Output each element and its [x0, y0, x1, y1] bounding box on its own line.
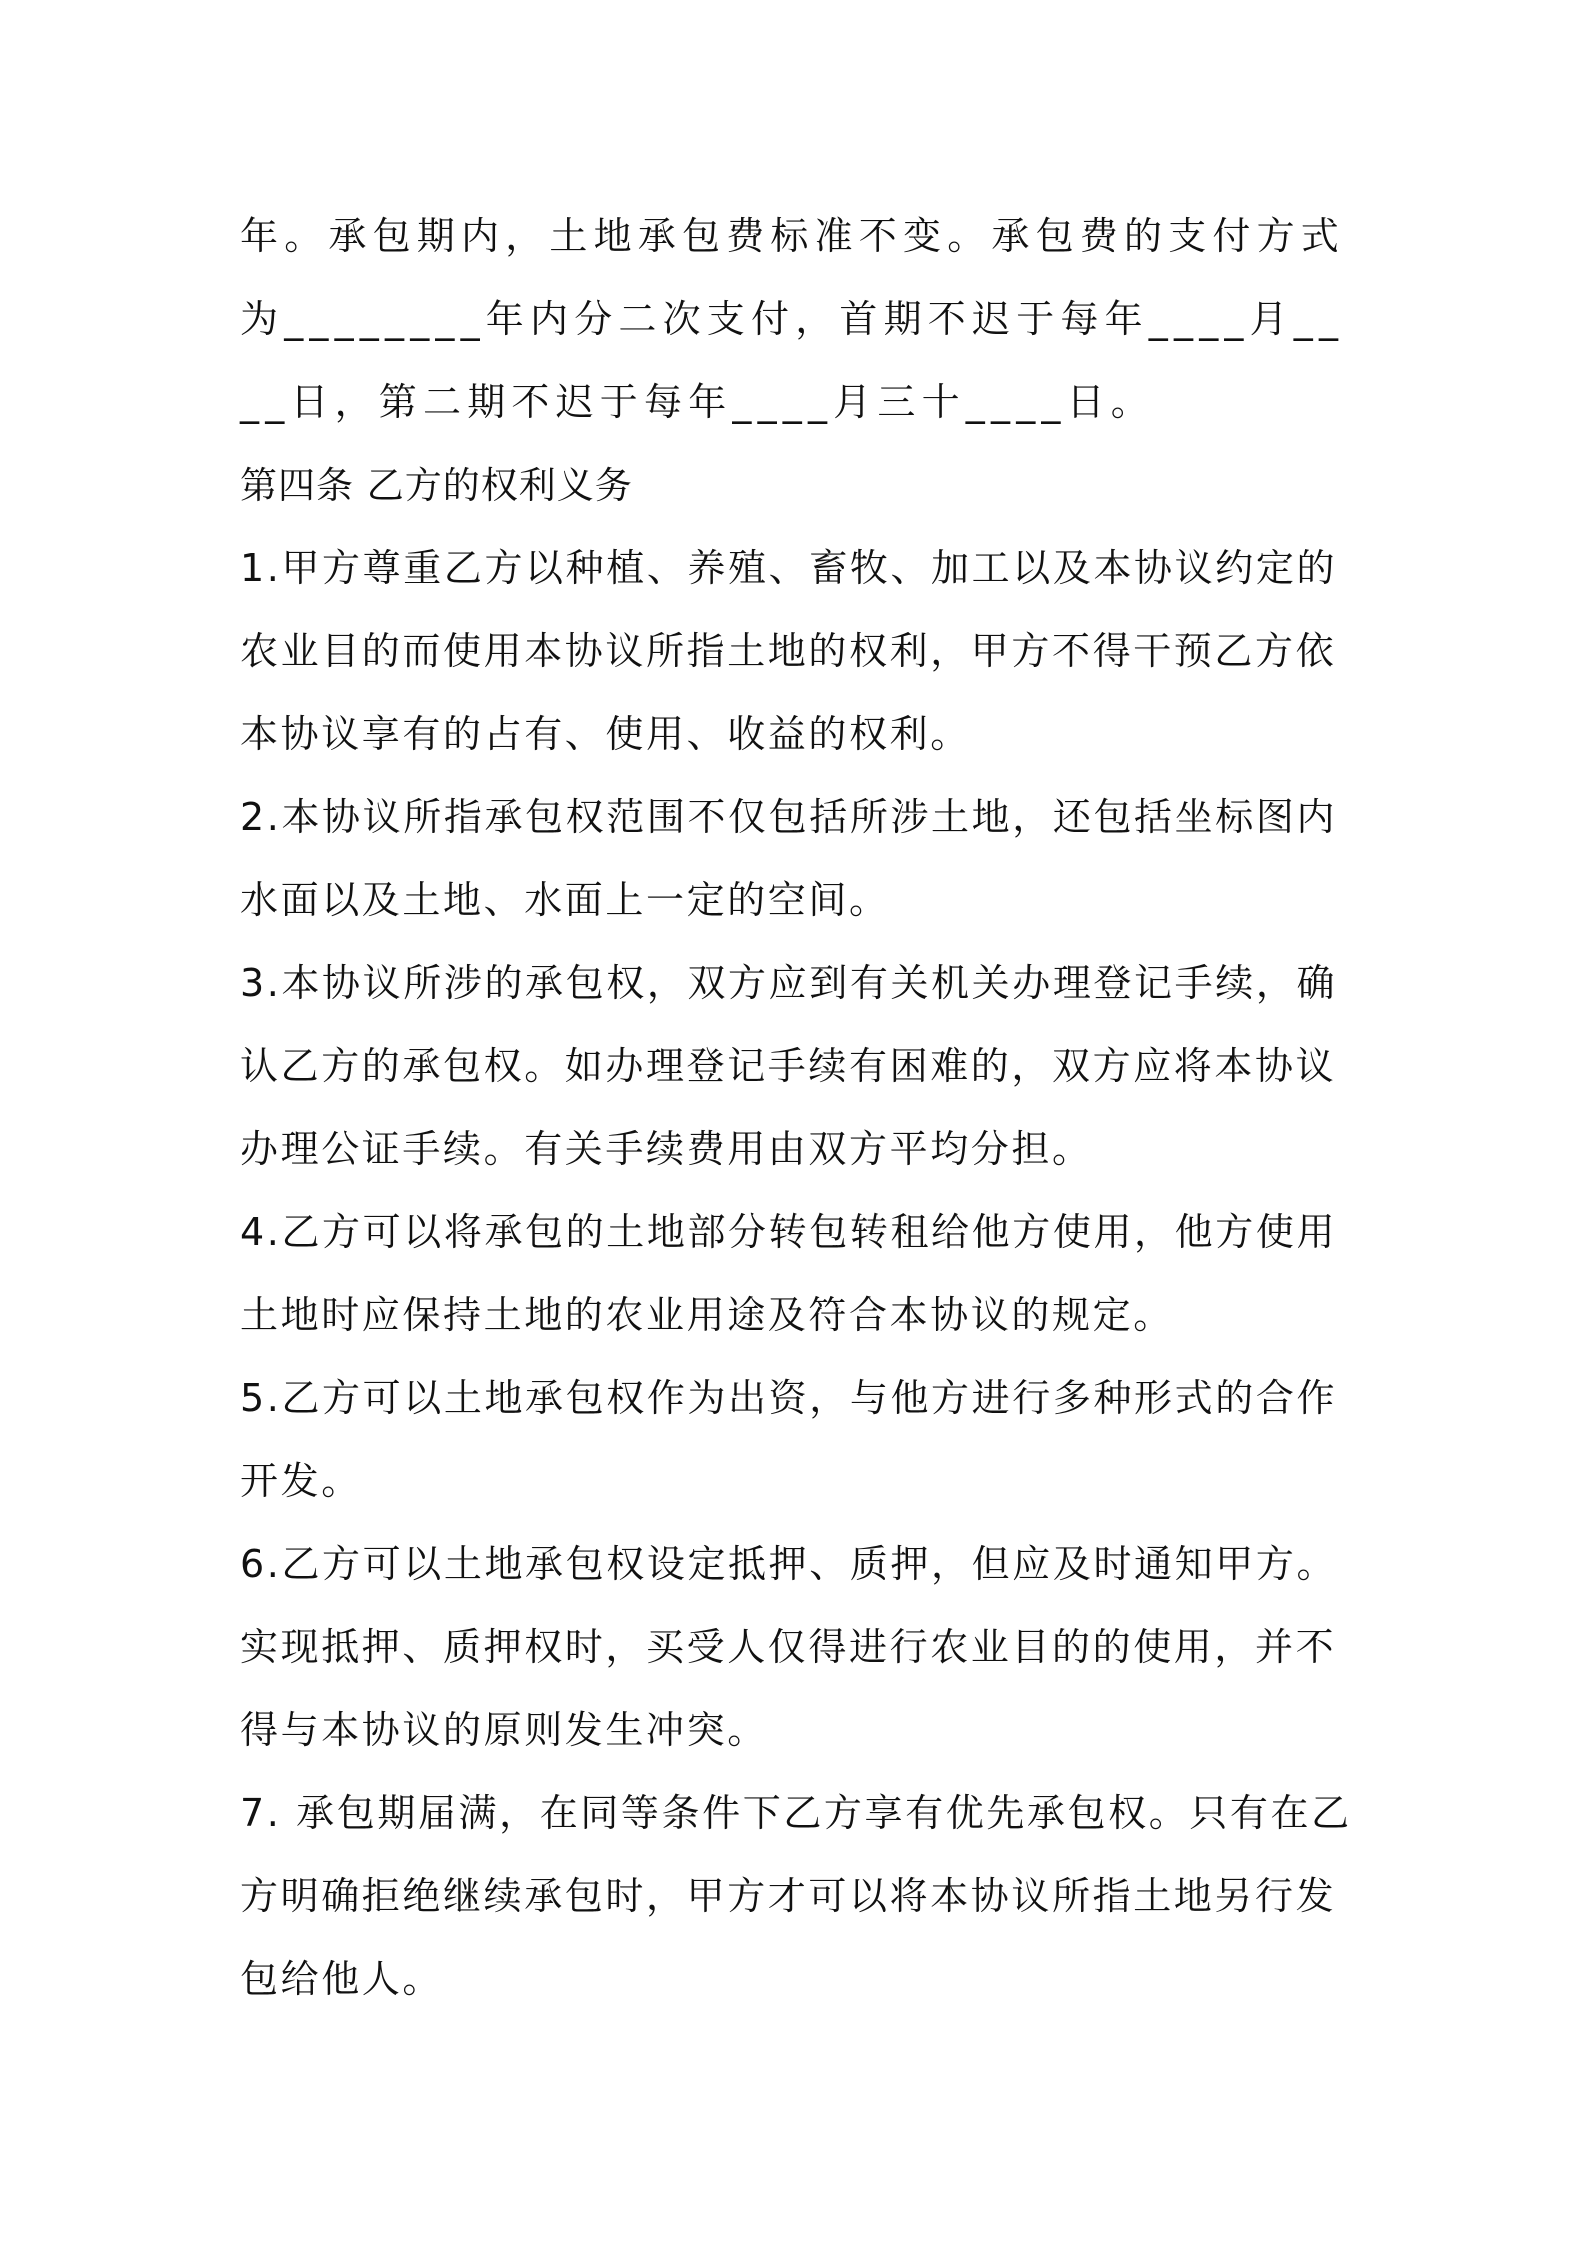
section-heading: 第四条 乙方的权利义务: [240, 464, 633, 507]
list-item: 7. 承包期届满，在同等条件下乙方享有优先承包权。只有在乙方明确拒绝继续承包时，甲方才可以将本协议所指土地另行发包给他人。: [240, 1791, 1352, 2001]
list-item: 3.本协议所涉的承包权，双方应到有关机关办理登记手续，确认乙方的承包权。如办理登记手续有困难的，双方应将本协议办理公证手续。有关手续费用由双方平均分担。: [240, 961, 1338, 1171]
list-item: 1.甲方尊重乙方以种植、养殖、畜牧、加工以及本协议约定的农业目的而使用本协议所指土地的权利，甲方不得干预乙方依本协议享有的占有、使用、收益的权利。: [240, 546, 1338, 756]
list-item: 2.本协议所指承包权范围不仅包括所涉土地，还包括坐标图内水面以及土地、水面上一定的空间。: [240, 795, 1338, 922]
list-item: 6.乙方可以土地承包权设定抵押、质押，但应及时通知甲方。实现抵押、质押权时，买受人仅得进行农业目的的使用，并不得与本协议的原则发生冲突。: [240, 1542, 1338, 1752]
document-page: [240, 195, 1360, 2021]
intro-paragraph: 年。承包期内，土地承包费标准不变。承包费的支付方式为________年内分二次支付，首期不迟于每年____月____日，第二期不迟于每年____月三十____日。: [240, 214, 1346, 424]
list-item: 4.乙方可以将承包的土地部分转包转租给他方使用，他方使用土地时应保持土地的农业用途及符合本协议的规定。: [240, 1210, 1338, 1337]
list-item: 5.乙方可以土地承包权作为出资，与他方进行多种形式的合作开发。: [240, 1376, 1338, 1503]
